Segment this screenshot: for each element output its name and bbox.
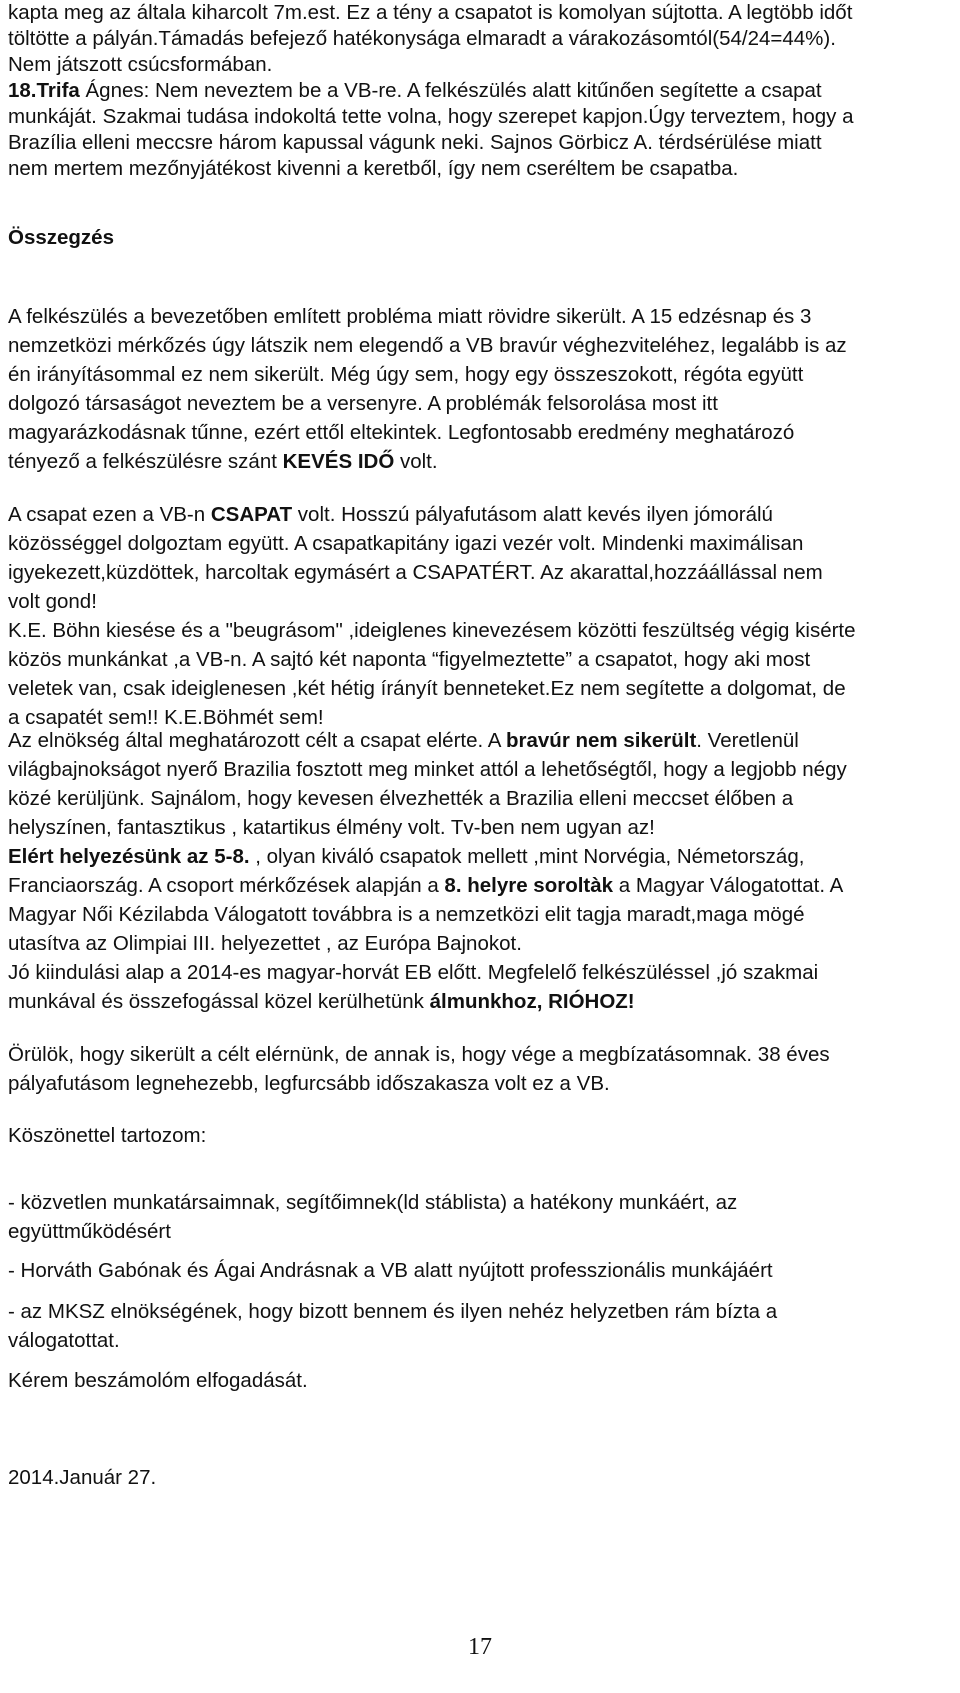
text-line: munkával és összefogással közel kerülhetünk álmunkhoz, RIÓHOZ! (8, 990, 635, 1013)
emphasis: Elért helyezésünk az 5-8. (8, 845, 250, 868)
text-line: Jó kiindulási alap a 2014-es magyar-horvát EB előtt. Megfelelő felkészüléssel ,jó szakmai (8, 961, 819, 984)
text-line: Nem játszott csúcsformában. (8, 53, 273, 76)
text-line: világbajnokságot nyerő Brazilia fosztott meg minket attól a lehetőségtől, hogy a legjobb négy (8, 758, 847, 781)
summary-paragraph (8, 302, 952, 476)
text-line: pályafutásom legnehezebb, legfurcsább időszakasza volt ez a VB. (8, 1072, 610, 1095)
text-line: közé kerüljünk. Sajnálom, hogy kevesen élvezhették a Brazilia elleni meccset élőben a (8, 787, 794, 810)
emphasis: bravúr nem sikerült (506, 729, 697, 752)
text-line: közösséggel dolgoztam együtt. A csapatkapitány igazi vezér volt. Mindenki maximálisan (8, 532, 804, 555)
text-line: közös munkánkat ,a VB-n. A sajtó két naponta “figyelmeztette” a csapatot, hogy aki most (8, 648, 811, 671)
text-line: - Horváth Gabónak és Ágai Andrásnak a VB alatt nyújtott professzionális munkájáért (8, 1259, 773, 1282)
emphasis: CSAPAT (210, 503, 293, 526)
text-line: nem mertem mezőnyjátékost kivenni a keretből, így nem cseréltem be csapatba. (8, 157, 739, 180)
thanks-item-horvath-agai (8, 1256, 952, 1285)
text-line: Brazília elleni meccsre három kapussal vágunk neki. Sajnos Görbicz A. térdsérülése miatt (8, 131, 822, 154)
text-line: én irányításommal ez nem sikerült. Még úgy sem, hogy egy összeszokott, régóta együtt (8, 363, 804, 386)
thanks-item-mksz (8, 1297, 952, 1355)
closing-paragraph (8, 1040, 952, 1098)
page-number: 17 (468, 1634, 492, 1660)
section-heading-summary: Összegzés (8, 226, 114, 249)
text-line: válogatottat. (8, 1329, 120, 1352)
text-line: kapta meg az általa kiharcolt 7m.est. Ez a tény a csapatot is komolyan sújtotta. A legtöbb időt (8, 1, 853, 24)
text-line: K.E. Böhn kiesése és a "beugrásom" ,ideiglenes kinevezésem közötti feszültség végig kisérte (8, 619, 856, 642)
text-line: veletek van, csak ideiglenesen ,két hétig írányít benneteket.Ez nem segítette a dolgomat, de (8, 677, 846, 700)
emphasis: KEVÉS IDŐ (282, 450, 395, 473)
text-line: tényező a felkészülésre szánt KEVÉS IDŐ volt. (8, 450, 438, 473)
text-line: munkáját. Szakmai tudása indokoltá tette volna, hogy szerepet kapjon.Úgy terveztem, hogy a (8, 105, 854, 128)
text-line: volt gond! (8, 590, 97, 613)
team-paragraph (8, 500, 952, 732)
text-line: magyarázkodásnak tűnne, ezért ettől eltekintek. Legfontosabb eredmény meghatározó (8, 421, 795, 444)
emphasis: álmunkhoz, RIÓHOZ! (429, 990, 635, 1013)
goal-paragraph (8, 726, 952, 1016)
player-evaluation-paragraph (8, 0, 952, 182)
text-line: együttműködésért (8, 1220, 171, 1243)
text-line: Elért helyezésünk az 5-8. , olyan kiváló csapatok mellett ,mint Norvégia, Németország, (8, 845, 805, 868)
thanks-title: Köszönettel tartozom: (8, 1124, 207, 1147)
text-line: helyszínen, fantasztikus , katartikus élmény volt. Tv-ben nem ugyan az! (8, 816, 655, 839)
text-line: Magyar Női Kézilabda Válogatott továbbra is a nemzetközi elit tagja maradt,maga mögé (8, 903, 805, 926)
text-line: utasítva az Olimpiai III. helyezettet , az Európa Bajnokot. (8, 932, 522, 955)
text-line: - közvetlen munkatársaimnak, segítőimnek(ld stáblista) a hatékony munkáért, az (8, 1191, 738, 1214)
request-line: Kérem beszámolóm elfogadását. (8, 1369, 308, 1392)
text-line: dolgozó társaságot neveztem be a versenyre. A problémák felsorolása most itt (8, 392, 718, 415)
text-line: Franciaország. A csoport mérkőzések alapján a 8. helyre soroltàk a Magyar Válogatottat. A (8, 874, 844, 897)
text-line: töltötte a pályán.Támadás befejező hatékonysága elmaradt a várakozásomtól(54/24=44%). (8, 27, 836, 50)
text-line: Örülök, hogy sikerült a célt elérnünk, de annak is, hogy vége a megbízatásomnak. 38 éves (8, 1043, 830, 1066)
thanks-item-colleagues (8, 1188, 952, 1246)
text-line: Az elnökség által meghatározott célt a csapat elérte. A bravúr nem sikerült. Veretlenül (8, 729, 799, 752)
text-line: nemzetközi mérkőzés úgy látszik nem elegendő a VB bravúr véghezviteléhez, legalább is az (8, 334, 847, 357)
date-line: 2014.Január 27. (8, 1466, 157, 1489)
player-number: 18. (8, 79, 37, 102)
player-name: Trifa (36, 79, 80, 102)
text-line: 18.Trifa Ágnes: Nem neveztem be a VB-re. A felkészülés alatt kitűnően segítette a csapat (8, 79, 822, 102)
text-line: igyekezett,küzdöttek, harcoltak egymásért a CSAPATÉRT. Az akarattal,hozzáállással nem (8, 561, 823, 584)
text-line: A csapat ezen a VB-n CSAPAT volt. Hosszú pályafutásom alatt kevés ilyen jómorálú (8, 503, 773, 526)
emphasis: 8. helyre soroltàk (444, 874, 614, 897)
text-line: - az MKSZ elnökségének, hogy bizott bennem és ilyen nehéz helyzetben rám bízta a (8, 1300, 778, 1323)
text-line: A felkészülés a bevezetőben említett probléma miatt rövidre sikerült. A 15 edzésnap és 3 (8, 305, 812, 328)
text-line: a csapatét sem!! K.E.Böhmét sem! (8, 706, 324, 729)
